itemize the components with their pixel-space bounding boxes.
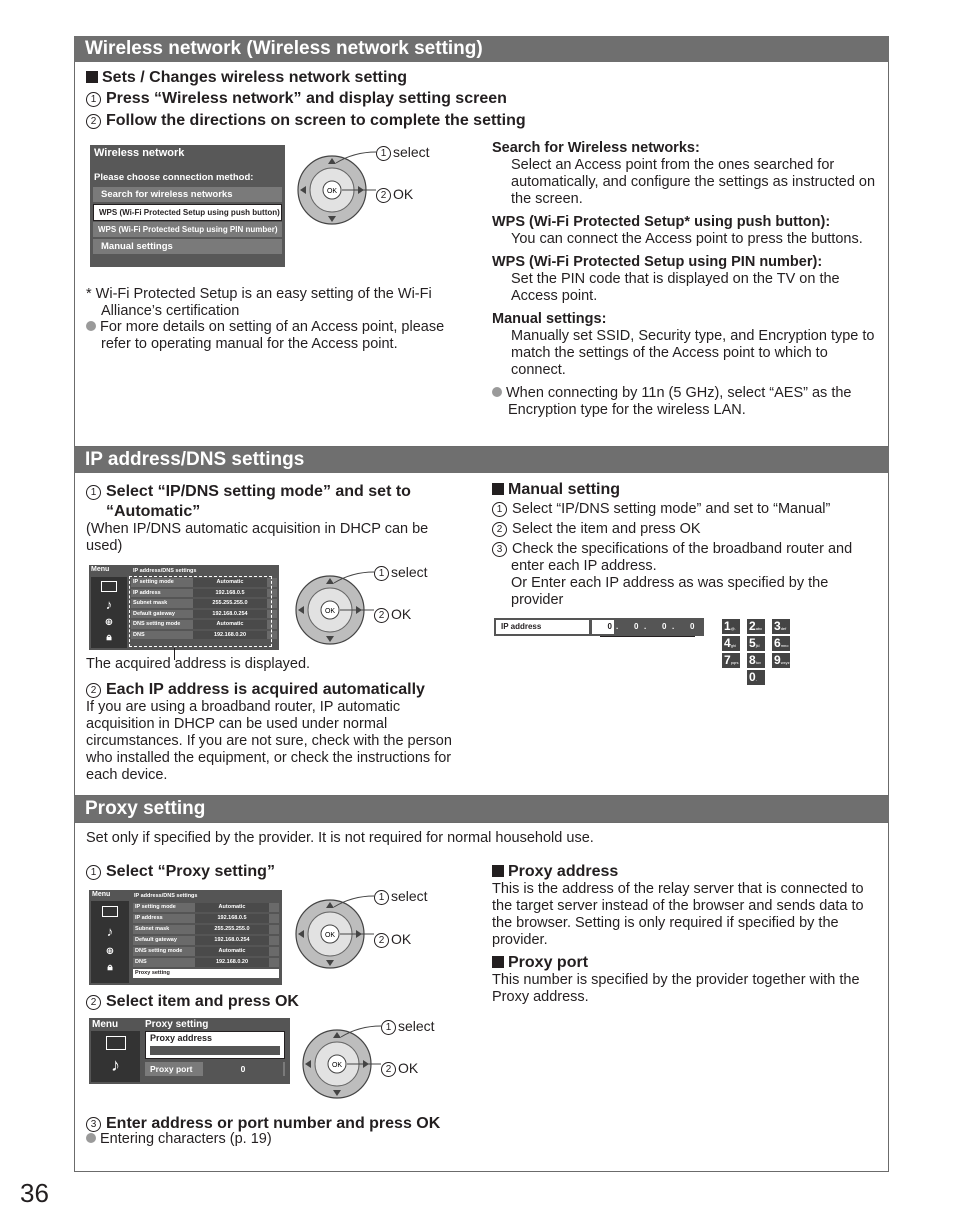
manual-setting-heading: Manual setting [492,480,620,500]
keypad-key-7[interactable]: 7pqrs [724,653,739,667]
menu-item-search[interactable]: Search for wireless networks [93,187,282,202]
remote-dpad-icon [294,892,374,972]
ip-section-header: IP address/DNS settings [74,447,889,473]
acquired-caption: The acquired address is displayed. [86,656,311,672]
desc-title: Manual settings: [492,311,607,327]
screen-prompt: Please choose connection method: [94,172,254,183]
keypad-key-2[interactable]: 2abc [747,619,765,634]
proxy-rows [133,903,279,980]
ip-step-2-text: If you are using a broadband router, IP automatic acquisition in DHCP can be used under normal circumstances. If you are not sure, check with the person who installed the equipment, or check the instructions for each device. [86,699,452,783]
menu-label: Menu [92,1019,119,1030]
proxy-setting-screen [89,1018,290,1084]
proxy-port-value: 0 [203,1062,283,1076]
ip-input-label: IP address [496,620,589,634]
settings-row[interactable] [133,958,279,967]
ip-address-input[interactable] [494,618,704,636]
proxy-address-label: Proxy address [150,1033,213,1043]
settings-row-value: 192.168.0.5 [193,589,267,598]
wireless-section-header: Wireless network (Wireless network setting) [74,36,889,62]
settings-row-value: 255.255.255.0 [193,599,267,608]
keypad-key-1[interactable]: 1@. [722,619,740,634]
menu-item-manual[interactable]: Manual settings [93,239,282,254]
desc-title: Search for Wireless networks: [492,140,700,156]
wireless-step-2: 2 Follow the directions on screen to complete the setting [86,111,526,131]
screen-title: IP address/DNS settings [133,568,197,574]
settings-row-value: 192.168.0.254 [193,610,267,619]
proxy-menu-screen [89,890,282,985]
settings-row[interactable] [133,969,279,978]
desc-title: WPS (Wi-Fi Protected Setup* using push button): [492,214,831,230]
remote-select-label: 1 select [376,144,430,161]
settings-row-value: 192.168.0.5 [195,914,269,923]
settings-row-label: DNS [135,959,147,965]
wireless-network-screen [90,145,285,267]
settings-row-label: DNS setting mode [135,948,183,954]
ip-octet[interactable]: 0 [592,620,614,634]
access-point-note: For more details on setting of an Access point, please refer to operating manual for the Access point. [86,319,466,353]
menu-label: Menu [92,891,111,898]
remote-dpad-icon [294,568,374,648]
settings-row-value: 192.168.0.254 [195,936,269,945]
wireless-step-1: 1 Press “Wireless network” and display setting screen [86,89,507,109]
keypad-key-6[interactable]: 6mno [774,636,789,650]
proxy-step-2: 2 Select item and press OK [86,992,299,1012]
settings-row-value: 192.168.0.20 [195,958,269,967]
entering-characters-note: Entering characters (p. 19) [86,1131,272,1148]
desc-text: Manually set SSID, Security type, and Encryption type to match the settings of the Access point to which to connect. [511,328,875,378]
page-number: 36 [20,1178,49,1208]
wireless-method-descriptions [492,140,877,419]
remote-dpad-icon [301,1022,381,1102]
proxy-intro: Set only if specified by the provider. It is not required for normal household use. [86,830,594,846]
settings-row-label: Default gateway [135,937,177,943]
settings-row-label: Subnet mask [133,600,168,606]
screen-title: IP address/DNS settings [134,893,198,899]
settings-row-value: Automatic [193,578,267,587]
ip-step-1: 1 Select “IP/DNS setting mode” and set to “Automatic” [86,482,466,522]
proxy-section-header: Proxy setting [74,796,889,822]
keypad-key-3[interactable]: 3def [772,619,790,634]
remote-select-label: 1 select [374,888,428,905]
wireless-subheading: Sets / Changes wireless network setting [86,68,407,88]
remote-select-label: 1 select [381,1018,435,1035]
square-bullet-icon [86,71,98,83]
remote-select-label: 1 select [374,564,428,581]
settings-row-label: IP setting mode [135,904,176,910]
keypad-key-0[interactable]: 0- [747,670,765,685]
svg-text:OK: OK [324,932,336,939]
remote-ok-label: 2 OK [381,1060,418,1077]
screen-title: Wireless network [94,147,185,159]
proxy-port-label: Proxy port [150,1064,193,1074]
remote-ok-label: 2 OK [376,186,413,203]
menu-item-wps-pin[interactable]: WPS (Wi-Fi Protected Setup using PIN number) [93,222,282,237]
settings-row-value: 255.255.255.0 [195,925,269,934]
settings-row-value: Automatic [195,947,269,956]
settings-row-label: Default gateway [133,610,175,617]
settings-row[interactable] [133,936,279,945]
svg-text:OK: OK [326,188,338,195]
ip-step-1-note: (When IP/DNS automatic acquisition in DHCP can be used) [86,521,429,554]
proxy-step-1: 1 Select “Proxy setting” [86,862,275,882]
keypad-key-9[interactable]: 9wxyz [774,653,790,667]
ip-input-octets: 0 . 0 . 0 . 0 [592,620,702,634]
wps-footnote: * Wi-Fi Protected Setup is an easy setting of the Wi-Fi Alliance’s certification [86,286,432,319]
settings-row-label: DNS setting mode [133,621,181,627]
ip-step-2: 2 Each IP address is acquired automatically [86,680,425,700]
settings-row-label: IP address [135,915,163,921]
settings-row-label: DNS [133,631,145,638]
screen-title: Proxy setting [145,1019,209,1030]
ip-octet[interactable]: 0 [634,622,639,631]
proxy-address-heading: Proxy address [492,862,618,882]
proxy-port-field[interactable] [145,1062,285,1076]
svg-text:OK: OK [331,1062,343,1069]
remote-ok-label: 2 OK [374,931,411,948]
settings-row-label: Subnet mask [135,926,170,932]
settings-row[interactable] [133,925,279,934]
acquired-address-highlight [129,576,272,647]
settings-row-value: Automatic [193,620,267,629]
settings-row-label: IP address [133,589,161,596]
menu-icon-strip: ♪ ⊕ 🔒︎ [91,577,127,648]
ip-octet[interactable]: 0 [662,622,667,631]
menu-item-wps-push[interactable]: WPS (Wi-Fi Protected Setup using push button) [93,204,282,221]
svg-text:OK: OK [324,608,336,615]
remote-ok-label: 2 OK [374,606,411,623]
proxy-port-text: This number is specified by the provider together with the Proxy address. [492,972,860,1005]
settings-row-value: 192.168.0.20 [193,631,267,640]
settings-row-label: Proxy setting [135,970,170,976]
ip-octet[interactable]: 0 [690,622,695,631]
settings-row[interactable] [133,903,279,912]
menu-label: Menu [91,566,110,573]
keypad-key-5[interactable]: 5jkl [747,636,765,651]
settings-row[interactable] [133,914,279,923]
proxy-port-heading: Proxy port [492,953,588,973]
menu-icon-strip: ♪ ⊕ 🔒︎ [91,901,129,983]
proxy-step-3: 3 Enter address or port number and press OK [86,1114,440,1134]
ip-dns-screen [89,565,279,650]
settings-row-label: IP setting mode [133,579,174,585]
remote-dpad-icon [296,148,376,228]
desc-text: You can connect the Access point to press the buttons. [511,231,863,247]
proxy-address-text: This is the address of the relay server that is connected to the target server instead of the browser and sends data to the browser. Setting is only required if specified by the provider. [492,881,864,948]
manual-steps: 1 Select “IP/DNS setting mode” and set to “Manual” 2 Select the item and press OK 3 Check the specifications of the broadband router and enter each IP address. Or Enter each IP address as was specified by the provider [492,501,877,609]
aes-note: When connecting by 11n (5 GHz), select “AES” as the Encryption type for the wireless LAN. [492,385,877,419]
keypad-key-8[interactable]: 8tuv [747,653,765,668]
settings-row[interactable] [133,947,279,956]
desc-title: WPS (Wi-Fi Protected Setup using PIN number): [492,254,823,270]
keypad-key-4[interactable]: 4ghi [722,636,740,651]
desc-text: Select an Access point from the ones searched for automatically, and configure the settings as instructed on the screen. [511,157,876,207]
menu-icon-strip: ♪ [91,1031,140,1082]
settings-row-value: Automatic [195,903,269,912]
desc-text: Set the PIN code that is displayed on the TV on the Access point. [511,271,840,304]
proxy-address-field[interactable] [145,1031,285,1059]
